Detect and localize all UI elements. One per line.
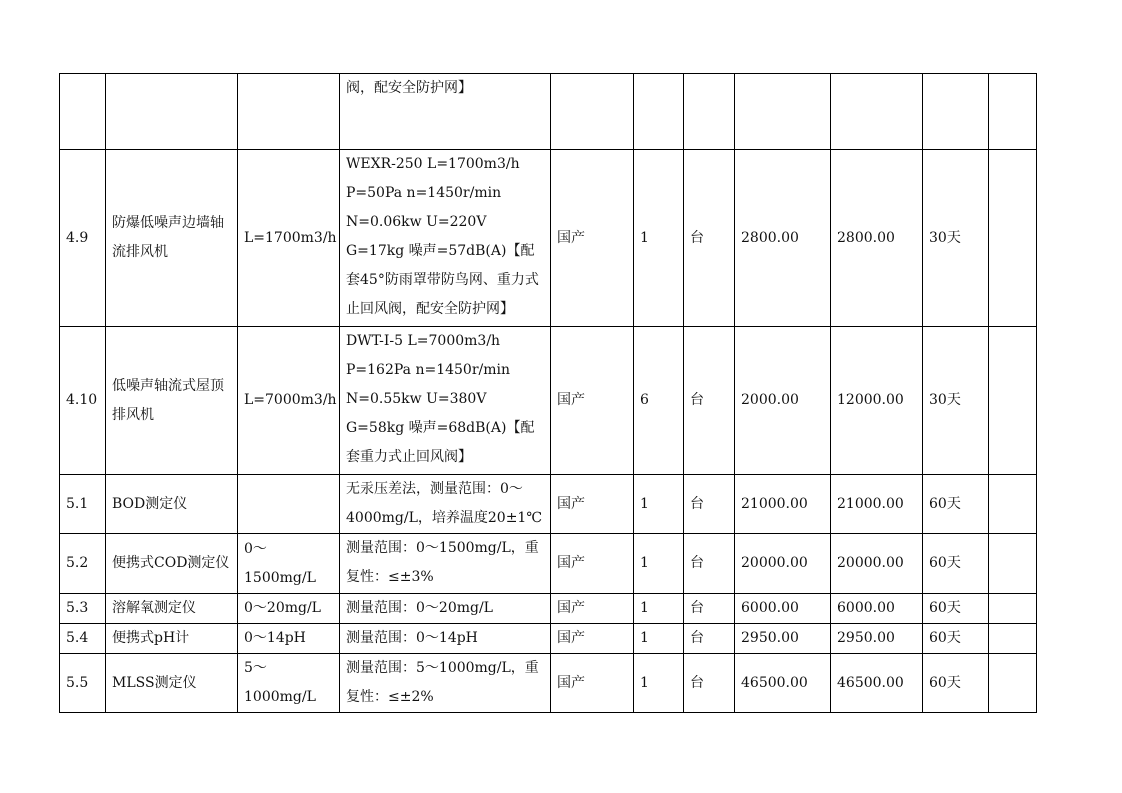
cell-origin: 国产 (551, 150, 634, 327)
cell-total: 2800.00 (831, 150, 923, 327)
cell-name: 便携式pH计 (106, 624, 238, 654)
cell-qty: 1 (634, 475, 684, 534)
equipment-table (59, 73, 1037, 713)
cell-remark (989, 475, 1037, 534)
cell-price: 21000.00 (735, 475, 831, 534)
cell-unit: 台 (684, 624, 735, 654)
cell-qty: 1 (634, 624, 684, 654)
cell-price: 2950.00 (735, 624, 831, 654)
cell-delivery: 30天 (923, 327, 989, 475)
cell-no: 5.5 (60, 654, 106, 713)
cell-no: 5.4 (60, 624, 106, 654)
cell-price: 6000.00 (735, 594, 831, 624)
table-row (60, 327, 1037, 475)
cell-unit: 台 (684, 534, 735, 594)
cell-delivery: 60天 (923, 594, 989, 624)
cell-param: 0～1500mg/L (238, 534, 340, 594)
cell-total: 6000.00 (831, 594, 923, 624)
cell-param: 0～14pH (238, 624, 340, 654)
cell-spec: 测量范围：0～1500mg/L，重复性：≤±3% (340, 534, 551, 594)
cell-total: 21000.00 (831, 475, 923, 534)
cell-spec: WEXR-250 L=1700m3/h P=50Pa n=1450r/min N=0.06kw U=220V G=17kg 噪声=57dB(A)【配套45°防雨罩带防鸟网、重力式止回风阀，配安全防护网】 (340, 150, 551, 327)
cell-name: 溶解氧测定仪 (106, 594, 238, 624)
cell-price: 2000.00 (735, 327, 831, 475)
cell-param (238, 475, 340, 534)
cell-origin: 国产 (551, 624, 634, 654)
cell-spec: DWT-Ⅰ-5 L=7000m3/h P=162Pa n=1450r/min N=0.55kw U=380V G=58kg 噪声=68dB(A)【配套重力式止回风阀】 (340, 327, 551, 475)
cell-name: 便携式COD测定仪 (106, 534, 238, 594)
cell-remark (989, 74, 1037, 150)
cell-origin: 国产 (551, 327, 634, 475)
cell-qty: 1 (634, 150, 684, 327)
cell-unit (684, 74, 735, 150)
cell-remark (989, 150, 1037, 327)
cell-unit: 台 (684, 327, 735, 475)
cell-remark (989, 624, 1037, 654)
cell-price (735, 74, 831, 150)
cell-price: 2800.00 (735, 150, 831, 327)
cell-total: 2950.00 (831, 624, 923, 654)
cell-origin (551, 74, 634, 150)
cell-delivery: 60天 (923, 534, 989, 594)
cell-remark (989, 654, 1037, 713)
cell-total: 46500.00 (831, 654, 923, 713)
cell-delivery: 30天 (923, 150, 989, 327)
cell-total: 20000.00 (831, 534, 923, 594)
cell-unit: 台 (684, 654, 735, 713)
cell-spec: 测量范围：5～1000mg/L，重复性：≤±2% (340, 654, 551, 713)
cell-spec: 阀，配安全防护网】 (340, 74, 551, 150)
cell-no: 4.10 (60, 327, 106, 475)
cell-total: 12000.00 (831, 327, 923, 475)
cell-price: 20000.00 (735, 534, 831, 594)
table-row (60, 150, 1037, 327)
cell-spec: 无汞压差法，测量范围：0～4000mg/L，培养温度20±1℃ (340, 475, 551, 534)
cell-delivery: 60天 (923, 475, 989, 534)
table-row (60, 594, 1037, 624)
cell-delivery (923, 74, 989, 150)
cell-total (831, 74, 923, 150)
cell-unit: 台 (684, 475, 735, 534)
cell-name: 低噪声轴流式屋顶排风机 (106, 327, 238, 475)
cell-price: 46500.00 (735, 654, 831, 713)
cell-param: L=7000m3/h (238, 327, 340, 475)
cell-name (106, 74, 238, 150)
cell-qty: 1 (634, 654, 684, 713)
cell-remark (989, 327, 1037, 475)
cell-no (60, 74, 106, 150)
cell-name: 防爆低噪声边墙轴流排风机 (106, 150, 238, 327)
cell-param: 0～20mg/L (238, 594, 340, 624)
cell-origin: 国产 (551, 534, 634, 594)
table-row (60, 624, 1037, 654)
cell-spec: 测量范围：0～14pH (340, 624, 551, 654)
cell-origin: 国产 (551, 594, 634, 624)
cell-name: BOD测定仪 (106, 475, 238, 534)
cell-no: 5.2 (60, 534, 106, 594)
cell-delivery: 60天 (923, 624, 989, 654)
cell-spec: 测量范围：0～20mg/L (340, 594, 551, 624)
cell-delivery: 60天 (923, 654, 989, 713)
cell-qty: 1 (634, 534, 684, 594)
cell-param: 5～1000mg/L (238, 654, 340, 713)
cell-param: L=1700m3/h (238, 150, 340, 327)
cell-origin: 国产 (551, 654, 634, 713)
cell-qty (634, 74, 684, 150)
cell-no: 4.9 (60, 150, 106, 327)
cell-name: MLSS测定仪 (106, 654, 238, 713)
table-row (60, 534, 1037, 594)
table-row (60, 74, 1037, 150)
cell-qty: 6 (634, 327, 684, 475)
cell-unit: 台 (684, 150, 735, 327)
cell-unit: 台 (684, 594, 735, 624)
table-row (60, 654, 1037, 713)
cell-remark (989, 534, 1037, 594)
cell-param (238, 74, 340, 150)
table-row (60, 475, 1037, 534)
cell-remark (989, 594, 1037, 624)
cell-origin: 国产 (551, 475, 634, 534)
cell-no: 5.1 (60, 475, 106, 534)
cell-no: 5.3 (60, 594, 106, 624)
cell-qty: 1 (634, 594, 684, 624)
